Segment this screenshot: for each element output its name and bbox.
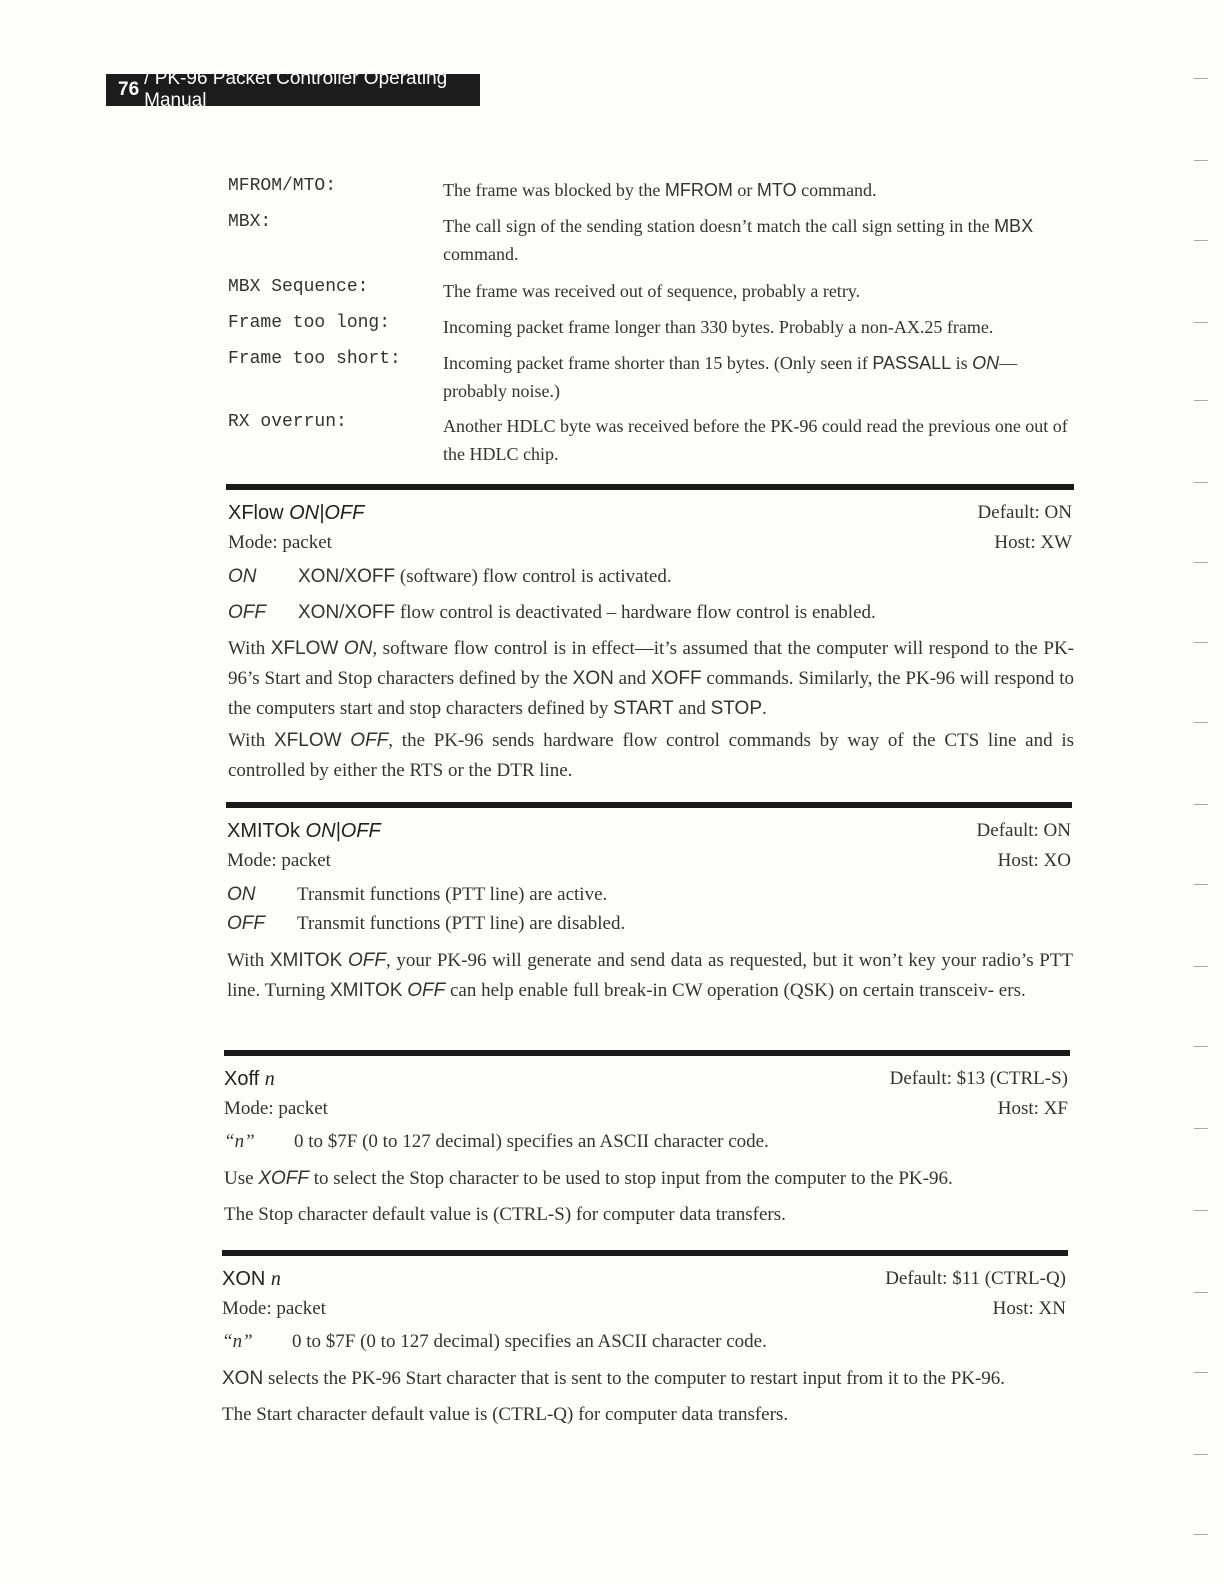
section-divider <box>226 802 1072 808</box>
command-title: XFlow ON|OFF <box>228 502 365 524</box>
option-text-off: XON/XOFF flow control is deactivated – hardware flow control is enabled. <box>298 602 876 623</box>
command-host: Host: XO <box>997 850 1071 871</box>
reason-text: Incoming packet frame shorter than 15 bytes. (Only seen if PASSALL is ON— probably noise.) <box>443 353 1018 401</box>
section-divider <box>226 484 1074 490</box>
command-host: Host: XF <box>997 1098 1068 1119</box>
option-text-on: XON/XOFF (software) flow control is activated. <box>298 566 672 587</box>
section-divider <box>224 1050 1070 1056</box>
description-paragraph: With XFLOW ON, software flow control is in effect—it’s assumed that the computer will respond to the PK-96’s Start and Stop characters defined by the XON and XOFF commands. Similarly, the PK-96 will respond to the computers start and stop characters defined by START and STOP. <box>228 638 1075 719</box>
section-xoff <box>224 1068 1074 1238</box>
option-key-off: OFF <box>228 602 266 623</box>
section-divider <box>222 1250 1068 1256</box>
description-paragraph: With XMITOK OFF, your PK-96 will generate and send data as requested, but it won’t key your radio’s PTT line. Turning XMITOK OFF can help enable full break-in CW operation (QSK) on certain transceiv- ers. <box>227 950 1073 1001</box>
section-xmitok <box>227 820 1077 1030</box>
description-paragraph: With XFLOW OFF, the PK-96 sends hardware flow control commands by way of the CTS line and is controlled by either the RTS or the DTR line. <box>228 730 1075 781</box>
reason-key: Frame too long: <box>228 313 391 333</box>
reason-key: MBX Sequence: <box>228 277 369 297</box>
command-default: Default: ON <box>976 820 1071 841</box>
option-text-n: 0 to $7F (0 to 127 decimal) specifies an ASCII character code. <box>294 1131 769 1152</box>
margin-ticks <box>1184 0 1224 1584</box>
command-mode: Mode: packet <box>224 1098 328 1119</box>
command-default: Default: ON <box>977 502 1072 523</box>
option-text-on: Transmit functions (PTT line) are active. <box>297 884 608 905</box>
option-text-off: Transmit functions (PTT line) are disabled. <box>297 913 626 934</box>
command-mode: Mode: packet <box>228 532 332 553</box>
command-mode: Mode: packet <box>222 1298 326 1319</box>
option-key-on: ON <box>228 566 257 587</box>
command-mode: Mode: packet <box>227 850 331 871</box>
command-title: XON n <box>222 1268 281 1290</box>
description-paragraph: XON selects the PK-96 Start character that is sent to the computer to restart input from it to the PK-96. <box>222 1368 1006 1389</box>
page-number: 76 <box>118 79 140 100</box>
command-title: Xoff n <box>224 1068 275 1090</box>
description-paragraph: The Start character default value is (CTRL-Q) for computer data transfers. <box>222 1404 789 1425</box>
option-key-n: “n” <box>222 1331 253 1352</box>
command-host: Host: XN <box>992 1298 1066 1319</box>
option-key-off: OFF <box>227 913 265 934</box>
reason-text: Another HDLC byte was received before the PK-96 could read the previous one out of the HDLC chip. <box>443 416 1068 464</box>
reason-key: MFROM/MTO: <box>228 176 337 196</box>
option-key-n: “n” <box>224 1131 255 1152</box>
description-paragraph: The Stop character default value is (CTRL-S) for computer data transfers. <box>224 1204 786 1225</box>
option-key-on: ON <box>227 884 256 905</box>
command-host: Host: XW <box>994 532 1072 553</box>
reason-text: The call sign of the sending station doesn’t match the call sign setting in the MBX command. <box>443 216 1034 264</box>
option-text-n: 0 to $7F (0 to 127 decimal) specifies an ASCII character code. <box>292 1331 767 1352</box>
page-header-title: / PK-96 Packet Controller Operating Manual <box>144 68 448 111</box>
command-default: Default: $13 (CTRL-S) <box>889 1068 1068 1089</box>
reason-key: RX overrun: <box>228 412 347 432</box>
command-default: Default: $11 (CTRL-Q) <box>885 1268 1066 1289</box>
reason-text: The frame was blocked by the MFROM or MTO command. <box>443 180 877 200</box>
page-header <box>106 68 480 111</box>
reason-key: MBX: <box>228 212 272 232</box>
description-paragraph: Use XOFF to select the Stop character to be used to stop input from the computer to the PK-96. <box>224 1168 953 1189</box>
section-xflow <box>228 502 1078 792</box>
command-title: XMITOk ON|OFF <box>227 820 381 842</box>
reason-text: The frame was received out of sequence, probably a retry. <box>443 281 861 301</box>
section-xon <box>222 1268 1072 1438</box>
reason-text: Incoming packet frame longer than 330 bytes. Probably a non-AX.25 frame. <box>443 317 994 337</box>
reason-key: Frame too short: <box>228 349 401 369</box>
